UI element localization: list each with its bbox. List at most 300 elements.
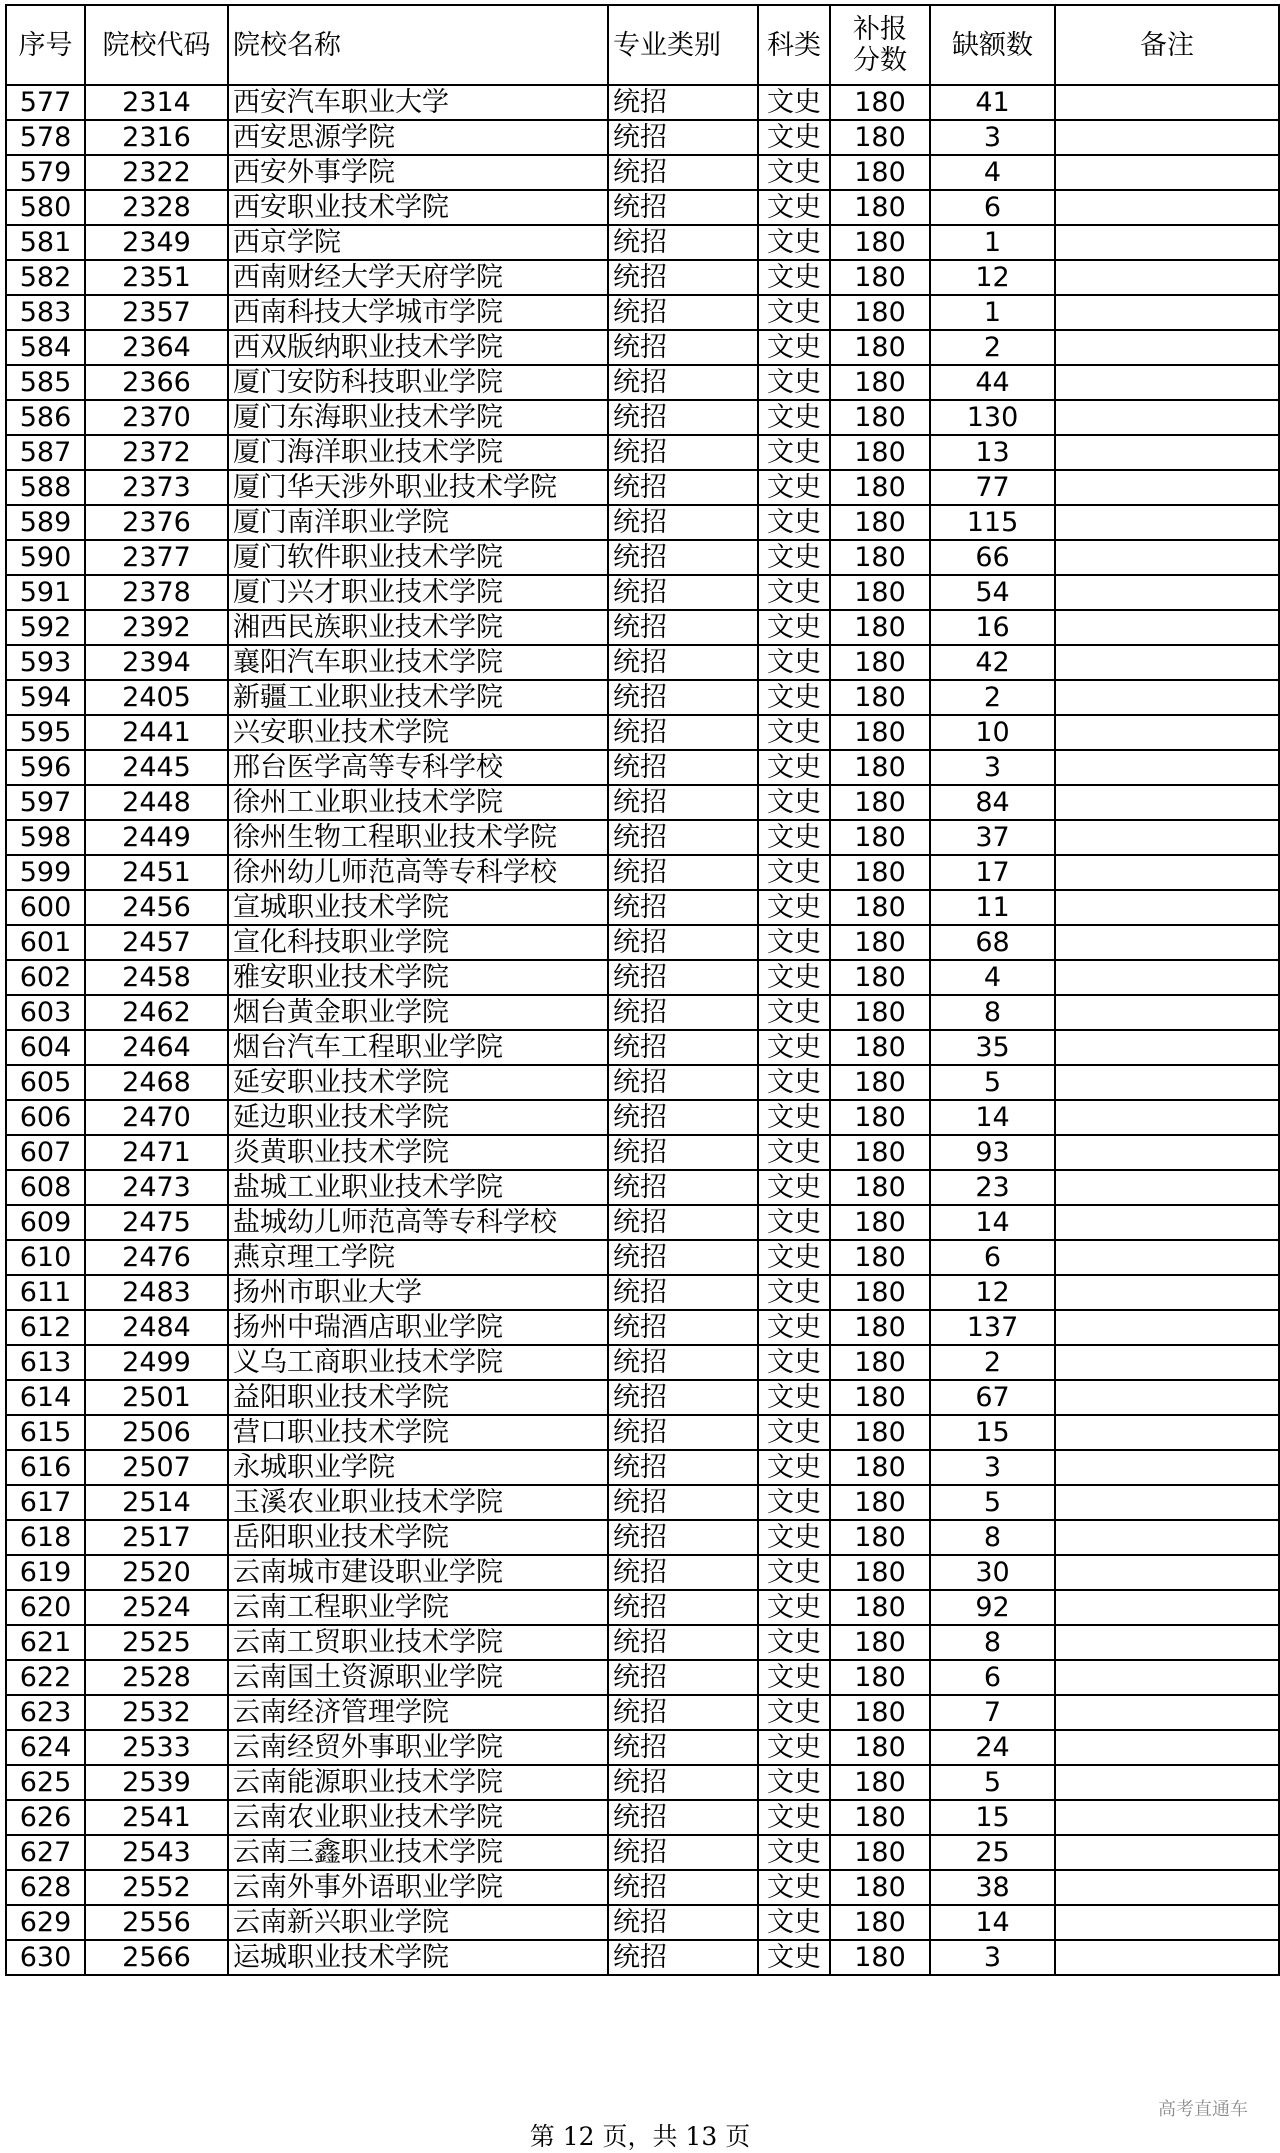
cell-code: 2471	[85, 1135, 228, 1170]
cell-code: 2483	[85, 1275, 228, 1310]
cell-score: 180	[830, 1415, 930, 1450]
table-row	[6, 505, 1279, 540]
table-row	[6, 1625, 1279, 1660]
cell-type: 统招	[608, 1170, 758, 1205]
cell-vacancy: 2	[930, 1345, 1055, 1380]
watermark: 高考直通车	[1158, 2099, 1248, 2120]
cell-code: 2464	[85, 1030, 228, 1065]
cell-seq: 604	[6, 1030, 85, 1065]
cell-type: 统招	[608, 890, 758, 925]
cell-type: 统招	[608, 715, 758, 750]
cell-score: 180	[830, 1030, 930, 1065]
cell-subject: 文史	[758, 365, 830, 400]
cell-subject: 文史	[758, 960, 830, 995]
cell-type: 统招	[608, 1905, 758, 1940]
cell-score: 180	[830, 1660, 930, 1695]
cell-seq: 582	[6, 260, 85, 295]
cell-score: 180	[830, 960, 930, 995]
cell-score: 180	[830, 1065, 930, 1100]
cell-vacancy: 2	[930, 330, 1055, 365]
cell-seq: 614	[6, 1380, 85, 1415]
cell-type: 统招	[608, 1310, 758, 1345]
cell-seq: 622	[6, 1660, 85, 1695]
cell-subject: 文史	[758, 1415, 830, 1450]
cell-vacancy: 3	[930, 1940, 1055, 1975]
cell-name: 云南国土资源职业学院	[228, 1660, 608, 1695]
cell-vacancy: 5	[930, 1065, 1055, 1100]
cell-score: 180	[830, 925, 930, 960]
cell-name: 云南经贸外事职业学院	[228, 1730, 608, 1765]
cell-name: 盐城幼儿师范高等专科学校	[228, 1205, 608, 1240]
cell-code: 2457	[85, 925, 228, 960]
cell-name: 新疆工业职业技术学院	[228, 680, 608, 715]
cell-score: 180	[830, 1485, 930, 1520]
cell-score: 180	[830, 1835, 930, 1870]
cell-vacancy: 1	[930, 295, 1055, 330]
table-row	[6, 1345, 1279, 1380]
cell-vacancy: 14	[930, 1205, 1055, 1240]
cell-code: 2351	[85, 260, 228, 295]
cell-subject: 文史	[758, 610, 830, 645]
cell-remark	[1055, 1940, 1279, 1975]
cell-remark	[1055, 1905, 1279, 1940]
cell-seq: 597	[6, 785, 85, 820]
cell-name: 云南三鑫职业技术学院	[228, 1835, 608, 1870]
cell-seq: 587	[6, 435, 85, 470]
cell-type: 统招	[608, 1800, 758, 1835]
cell-type: 统招	[608, 925, 758, 960]
cell-seq: 621	[6, 1625, 85, 1660]
cell-seq: 593	[6, 645, 85, 680]
cell-seq: 578	[6, 120, 85, 155]
cell-remark	[1055, 85, 1279, 120]
cell-code: 2370	[85, 400, 228, 435]
cell-code: 2441	[85, 715, 228, 750]
cell-vacancy: 11	[930, 890, 1055, 925]
cell-score: 180	[830, 365, 930, 400]
table-row	[6, 610, 1279, 645]
cell-name: 厦门软件职业技术学院	[228, 540, 608, 575]
cell-subject: 文史	[758, 645, 830, 680]
cell-score: 180	[830, 1555, 930, 1590]
cell-type: 统招	[608, 1555, 758, 1590]
cell-remark	[1055, 1555, 1279, 1590]
cell-seq: 577	[6, 85, 85, 120]
table-row	[6, 820, 1279, 855]
cell-name: 宣城职业技术学院	[228, 890, 608, 925]
cell-remark	[1055, 435, 1279, 470]
table-row	[6, 925, 1279, 960]
cell-remark	[1055, 1310, 1279, 1345]
cell-code: 2364	[85, 330, 228, 365]
cell-name: 西双版纳职业技术学院	[228, 330, 608, 365]
cell-vacancy: 4	[930, 960, 1055, 995]
cell-score: 180	[830, 1275, 930, 1310]
cell-type: 统招	[608, 400, 758, 435]
header-seq: 序号	[6, 5, 85, 85]
cell-vacancy: 6	[930, 1240, 1055, 1275]
cell-vacancy: 130	[930, 400, 1055, 435]
table-row	[6, 120, 1279, 155]
table-row	[6, 575, 1279, 610]
cell-vacancy: 42	[930, 645, 1055, 680]
cell-code: 2458	[85, 960, 228, 995]
cell-type: 统招	[608, 1660, 758, 1695]
cell-remark	[1055, 995, 1279, 1030]
cell-name: 襄阳汽车职业技术学院	[228, 645, 608, 680]
cell-code: 2473	[85, 1170, 228, 1205]
cell-code: 2514	[85, 1485, 228, 1520]
table-row	[6, 1100, 1279, 1135]
cell-vacancy: 93	[930, 1135, 1055, 1170]
cell-vacancy: 14	[930, 1100, 1055, 1135]
cell-vacancy: 15	[930, 1415, 1055, 1450]
cell-vacancy: 1	[930, 225, 1055, 260]
header-type: 专业类别	[608, 5, 758, 85]
cell-seq: 601	[6, 925, 85, 960]
cell-remark	[1055, 1135, 1279, 1170]
header-remark: 备注	[1055, 5, 1279, 85]
table-row	[6, 1800, 1279, 1835]
cell-code: 2322	[85, 155, 228, 190]
table-row	[6, 995, 1279, 1030]
cell-remark	[1055, 680, 1279, 715]
cell-name: 厦门安防科技职业学院	[228, 365, 608, 400]
cell-code: 2451	[85, 855, 228, 890]
cell-vacancy: 12	[930, 1275, 1055, 1310]
cell-seq: 624	[6, 1730, 85, 1765]
cell-remark	[1055, 1030, 1279, 1065]
cell-vacancy: 5	[930, 1485, 1055, 1520]
cell-remark	[1055, 1380, 1279, 1415]
cell-score: 180	[830, 470, 930, 505]
table-row	[6, 1765, 1279, 1800]
cell-subject: 文史	[758, 575, 830, 610]
cell-vacancy: 54	[930, 575, 1055, 610]
cell-score: 180	[830, 1205, 930, 1240]
table-row	[6, 1170, 1279, 1205]
cell-score: 180	[830, 1520, 930, 1555]
cell-vacancy: 3	[930, 750, 1055, 785]
cell-score: 180	[830, 435, 930, 470]
cell-subject: 文史	[758, 155, 830, 190]
header-code: 院校代码	[85, 5, 228, 85]
cell-type: 统招	[608, 1065, 758, 1100]
cell-code: 2541	[85, 1800, 228, 1835]
cell-code: 2349	[85, 225, 228, 260]
cell-type: 统招	[608, 120, 758, 155]
cell-type: 统招	[608, 225, 758, 260]
cell-subject: 文史	[758, 1905, 830, 1940]
cell-subject: 文史	[758, 540, 830, 575]
cell-name: 兴安职业技术学院	[228, 715, 608, 750]
cell-remark	[1055, 1835, 1279, 1870]
cell-name: 西安思源学院	[228, 120, 608, 155]
cell-remark	[1055, 960, 1279, 995]
cell-seq: 590	[6, 540, 85, 575]
table-row	[6, 1905, 1279, 1940]
cell-remark	[1055, 505, 1279, 540]
cell-score: 180	[830, 855, 930, 890]
cell-type: 统招	[608, 645, 758, 680]
table-row	[6, 890, 1279, 925]
cell-subject: 文史	[758, 995, 830, 1030]
cell-vacancy: 12	[930, 260, 1055, 295]
cell-remark	[1055, 330, 1279, 365]
cell-code: 2366	[85, 365, 228, 400]
cell-seq: 609	[6, 1205, 85, 1240]
cell-subject: 文史	[758, 1660, 830, 1695]
cell-score: 180	[830, 680, 930, 715]
cell-vacancy: 4	[930, 155, 1055, 190]
cell-type: 统招	[608, 1730, 758, 1765]
cell-seq: 591	[6, 575, 85, 610]
table-row	[6, 645, 1279, 680]
cell-name: 烟台汽车工程职业学院	[228, 1030, 608, 1065]
cell-type: 统招	[608, 1590, 758, 1625]
cell-subject: 文史	[758, 750, 830, 785]
table-row	[6, 1240, 1279, 1275]
cell-type: 统招	[608, 680, 758, 715]
cell-name: 延边职业技术学院	[228, 1100, 608, 1135]
cell-name: 云南城市建设职业学院	[228, 1555, 608, 1590]
cell-type: 统招	[608, 995, 758, 1030]
cell-name: 云南能源职业技术学院	[228, 1765, 608, 1800]
cell-subject: 文史	[758, 1345, 830, 1380]
cell-remark	[1055, 610, 1279, 645]
cell-vacancy: 14	[930, 1905, 1055, 1940]
cell-seq: 620	[6, 1590, 85, 1625]
cell-name: 西京学院	[228, 225, 608, 260]
cell-seq: 581	[6, 225, 85, 260]
cell-subject: 文史	[758, 330, 830, 365]
cell-score: 180	[830, 295, 930, 330]
cell-type: 统招	[608, 1450, 758, 1485]
cell-subject: 文史	[758, 260, 830, 295]
cell-score: 180	[830, 1625, 930, 1660]
cell-remark	[1055, 1800, 1279, 1835]
cell-score: 180	[830, 1730, 930, 1765]
cell-vacancy: 10	[930, 715, 1055, 750]
cell-code: 2377	[85, 540, 228, 575]
table-row	[6, 225, 1279, 260]
cell-score: 180	[830, 1940, 930, 1975]
cell-score: 180	[830, 715, 930, 750]
cell-remark	[1055, 155, 1279, 190]
cell-subject: 文史	[758, 1135, 830, 1170]
cell-vacancy: 8	[930, 1625, 1055, 1660]
cell-code: 2448	[85, 785, 228, 820]
table-row	[6, 470, 1279, 505]
cell-seq: 610	[6, 1240, 85, 1275]
table-row	[6, 1555, 1279, 1590]
cell-type: 统招	[608, 1940, 758, 1975]
cell-remark	[1055, 1415, 1279, 1450]
table-row	[6, 680, 1279, 715]
cell-type: 统招	[608, 1835, 758, 1870]
table-row	[6, 1730, 1279, 1765]
cell-seq: 606	[6, 1100, 85, 1135]
cell-type: 统招	[608, 575, 758, 610]
cell-type: 统招	[608, 610, 758, 645]
cell-vacancy: 44	[930, 365, 1055, 400]
cell-subject: 文史	[758, 295, 830, 330]
table-row	[6, 365, 1279, 400]
cell-code: 2556	[85, 1905, 228, 1940]
cell-type: 统招	[608, 1415, 758, 1450]
cell-remark	[1055, 1625, 1279, 1660]
cell-subject: 文史	[758, 190, 830, 225]
cell-code: 2357	[85, 295, 228, 330]
cell-name: 宣化科技职业学院	[228, 925, 608, 960]
cell-subject: 文史	[758, 1380, 830, 1415]
cell-code: 2517	[85, 1520, 228, 1555]
cell-name: 盐城工业职业技术学院	[228, 1170, 608, 1205]
cell-score: 180	[830, 1695, 930, 1730]
cell-subject: 文史	[758, 715, 830, 750]
cell-code: 2499	[85, 1345, 228, 1380]
cell-seq: 605	[6, 1065, 85, 1100]
cell-code: 2507	[85, 1450, 228, 1485]
cell-seq: 598	[6, 820, 85, 855]
header-vacancy: 缺额数	[930, 5, 1055, 85]
cell-subject: 文史	[758, 1870, 830, 1905]
cell-name: 云南工程职业学院	[228, 1590, 608, 1625]
cell-type: 统招	[608, 1240, 758, 1275]
table-row	[6, 1835, 1279, 1870]
cell-name: 营口职业技术学院	[228, 1415, 608, 1450]
cell-type: 统招	[608, 1695, 758, 1730]
cell-vacancy: 8	[930, 995, 1055, 1030]
cell-score: 180	[830, 575, 930, 610]
cell-seq: 588	[6, 470, 85, 505]
cell-code: 2525	[85, 1625, 228, 1660]
cell-type: 统招	[608, 750, 758, 785]
cell-seq: 608	[6, 1170, 85, 1205]
cell-type: 统招	[608, 365, 758, 400]
cell-vacancy: 13	[930, 435, 1055, 470]
cell-code: 2470	[85, 1100, 228, 1135]
table-row	[6, 1590, 1279, 1625]
cell-seq: 613	[6, 1345, 85, 1380]
cell-score: 180	[830, 1240, 930, 1275]
cell-type: 统招	[608, 1485, 758, 1520]
cell-subject: 文史	[758, 890, 830, 925]
cell-remark	[1055, 470, 1279, 505]
cell-vacancy: 17	[930, 855, 1055, 890]
cell-score: 180	[830, 540, 930, 575]
cell-name: 玉溪农业职业技术学院	[228, 1485, 608, 1520]
cell-name: 西南科技大学城市学院	[228, 295, 608, 330]
cell-vacancy: 6	[930, 1660, 1055, 1695]
cell-subject: 文史	[758, 785, 830, 820]
cell-name: 徐州生物工程职业技术学院	[228, 820, 608, 855]
cell-remark	[1055, 1100, 1279, 1135]
cell-seq: 612	[6, 1310, 85, 1345]
cell-subject: 文史	[758, 505, 830, 540]
cell-type: 统招	[608, 295, 758, 330]
cell-seq: 627	[6, 1835, 85, 1870]
cell-name: 延安职业技术学院	[228, 1065, 608, 1100]
cell-code: 2524	[85, 1590, 228, 1625]
cell-name: 益阳职业技术学院	[228, 1380, 608, 1415]
cell-score: 180	[830, 1135, 930, 1170]
header-score	[830, 5, 930, 85]
cell-type: 统招	[608, 1030, 758, 1065]
table-row	[6, 750, 1279, 785]
cell-name: 厦门南洋职业学院	[228, 505, 608, 540]
cell-type: 统招	[608, 540, 758, 575]
cell-score: 180	[830, 890, 930, 925]
cell-subject: 文史	[758, 1100, 830, 1135]
cell-name: 湘西民族职业技术学院	[228, 610, 608, 645]
cell-subject: 文史	[758, 1695, 830, 1730]
cell-vacancy: 30	[930, 1555, 1055, 1590]
cell-subject: 文史	[758, 1205, 830, 1240]
cell-subject: 文史	[758, 1730, 830, 1765]
table-row	[6, 1205, 1279, 1240]
table-row	[6, 1275, 1279, 1310]
cell-name: 雅安职业技术学院	[228, 960, 608, 995]
header-name: 院校名称	[228, 5, 608, 85]
cell-subject: 文史	[758, 85, 830, 120]
cell-seq: 626	[6, 1800, 85, 1835]
cell-code: 2501	[85, 1380, 228, 1415]
cell-remark	[1055, 295, 1279, 330]
cell-remark	[1055, 260, 1279, 295]
cell-code: 2376	[85, 505, 228, 540]
cell-vacancy: 6	[930, 190, 1055, 225]
cell-name: 义乌工商职业技术学院	[228, 1345, 608, 1380]
cell-code: 2449	[85, 820, 228, 855]
cell-remark	[1055, 1695, 1279, 1730]
cell-seq: 615	[6, 1415, 85, 1450]
cell-code: 2468	[85, 1065, 228, 1100]
cell-seq: 595	[6, 715, 85, 750]
cell-type: 统招	[608, 470, 758, 505]
cell-vacancy: 37	[930, 820, 1055, 855]
table-row	[6, 785, 1279, 820]
table-row	[6, 1135, 1279, 1170]
cell-score: 180	[830, 260, 930, 295]
cell-code: 2316	[85, 120, 228, 155]
cell-subject: 文史	[758, 1590, 830, 1625]
table-row	[6, 1485, 1279, 1520]
table-row	[6, 85, 1279, 120]
cell-seq: 629	[6, 1905, 85, 1940]
cell-vacancy: 137	[930, 1310, 1055, 1345]
cell-seq: 630	[6, 1940, 85, 1975]
table-row	[6, 1380, 1279, 1415]
table-row	[6, 435, 1279, 470]
cell-vacancy: 5	[930, 1765, 1055, 1800]
cell-vacancy: 23	[930, 1170, 1055, 1205]
table-row	[6, 330, 1279, 365]
cell-name: 邢台医学高等专科学校	[228, 750, 608, 785]
table-header-row	[6, 5, 1279, 85]
table-row	[6, 1030, 1279, 1065]
table-row	[6, 1065, 1279, 1100]
cell-name: 厦门兴才职业技术学院	[228, 575, 608, 610]
cell-type: 统招	[608, 1520, 758, 1555]
cell-subject: 文史	[758, 1835, 830, 1870]
cell-name: 徐州工业职业技术学院	[228, 785, 608, 820]
cell-seq: 618	[6, 1520, 85, 1555]
cell-vacancy: 77	[930, 470, 1055, 505]
cell-remark	[1055, 820, 1279, 855]
cell-type: 统招	[608, 190, 758, 225]
cell-vacancy: 24	[930, 1730, 1055, 1765]
